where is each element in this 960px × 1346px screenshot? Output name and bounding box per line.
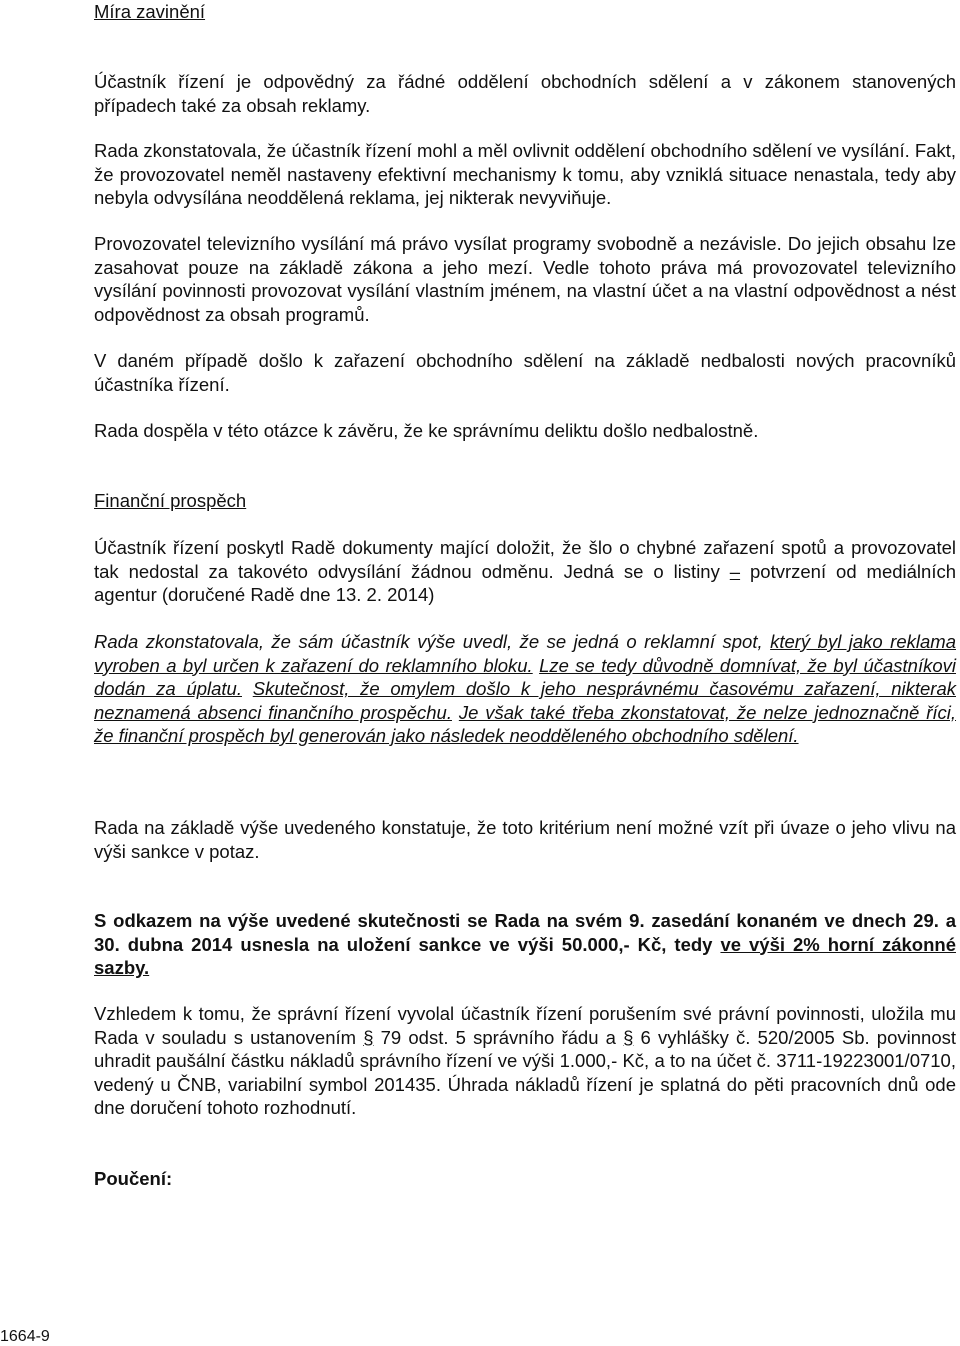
naklady-text-a: Vzhledem k tomu, že správní řízení vyvolal účastník řízení porušením své právní povinnosti, uložila mu Rada v souladu s ustanovením: [94, 1003, 956, 1048]
paragraph-rada-zkonstatovala-ovlivnit: Rada zkonstatovala, že účastník řízení mohl a měl ovlivnit oddělení obchodního sdělení ve vysílání. Fakt, že provozovatel neměl nastaveny efektivní mechanismy k tomu, aby vzniklá situace nenastala, tedy aby nebyla odvysílána neoddělená reklama, jej nikterak nevyviňuje.: [94, 140, 956, 208]
reklamni-spot-underlined-2: Lze se tedy důvodně domnívat, že byl účastníkovi dodán za úplatu.: [94, 654, 957, 699]
section-heading-mira-zavineni: Míra zavinění: [94, 1, 206, 22]
paragraph-nedbalost-pracovniku: V daném případě došlo k zařazení obchodního sdělení na základě nedbalosti nových pracovníků účastníka řízení.: [94, 350, 956, 395]
reklamni-spot-text-a: Rada zkonstatovala, že sám účastník výše uvedl, že se jedná o reklamní spot,: [94, 631, 771, 652]
paragraph-dokumenty-text-a: Účastník řízení poskytl Radě dokumenty mající doložit, že šlo o chybné zařazení spotů a provozovatel tak nedostal za takovéto odvysílání žádnou odměnu. Jedná se o listiny: [94, 537, 956, 582]
naklady-text-c: 6 vyhlášky č. 520/2005 Sb. povinnost uhradit paušální částku nákladů správního řízení ve výši 1.000,- Kč, a to na účet č. 3711-19223001/0710, vedený u ČNB, variabilní symbol 201435. Úhrada nákladů řízení je splatná do pěti pracovních dnů ode dne doručení tohoto rozhodnutí.: [94, 1026, 957, 1118]
page-code: 1664-9: [0, 1328, 50, 1345]
paragraph-kriterium: Rada na základě výše uvedeného konstatuje, že toto kritérium není možné vzít při úvaze o jeho vlivu na výši sankce v potaz.: [94, 817, 956, 862]
paragraph-zaver-nedbalost: Rada dospěla v této otázce k závěru, že ke správnímu deliktu došlo nedbalostně.: [94, 420, 759, 441]
reklamni-spot-underlined-4: Je však také třeba zkonstatovat, že nelze jednoznačně říci, že finanční prospěch byl generován jako následek neodděleného obchodního sdělení.: [94, 701, 956, 746]
paragraph-dokumenty-text-b: potvrzení od mediálních agentur (doručené Radě dne 13. 2. 2014): [94, 560, 956, 605]
section-symbol-2: §: [623, 1026, 634, 1048]
paragraph-naklady-rizeni: [94, 1002, 956, 1120]
pouceni-heading: Poučení:: [94, 1168, 173, 1189]
naklady-text-b: 79 odst. 5 správního řádu a: [373, 1026, 624, 1048]
dash-underlined: –: [729, 560, 741, 582]
paragraph-odpovednost: Účastník řízení je odpovědný za řádné oddělení obchodních sdělení a v zákonem stanovených případech také za obsah reklamy.: [94, 71, 956, 116]
paragraph-usneseni-sankce: [94, 909, 956, 980]
usneseni-underlined: ve výši 2% horní zákonné sazby.: [94, 933, 956, 978]
space: [452, 702, 459, 723]
paragraph-reklamni-spot: [94, 630, 956, 748]
reklamni-spot-underlined-1: který byl jako reklama vyroben a byl určen k zařazení do reklamního bloku.: [94, 631, 956, 676]
space: [242, 678, 253, 699]
paragraph-dokumenty: [94, 536, 956, 607]
reklamni-spot-underlined-3: Skutečnost, že omylem došlo k jeho nesprávnému časovému zařazení, nikterak neznamená absenci finančního prospěchu.: [94, 678, 956, 723]
paragraph-provozovatel-pravo: Provozovatel televizního vysílání má právo vysílat programy svobodně a nezávisle. Do jejich obsahu lze zasahovat pouze na základě zákona a jeho mezí. Vedle tohoto práva má provozovatel televizního vysílání povinnosti provozovat vysílání vlastním jménem, na vlastní účet a na vlastní odpovědnost a nést odpovědnost za obsah programů.: [94, 233, 956, 325]
section-symbol-1: §: [363, 1026, 374, 1048]
section-heading-financni-prospech: Finanční prospěch: [94, 490, 247, 511]
usneseni-text: S odkazem na výše uvedené skutečnosti se Rada na svém 9. zasedání konaném ve dnech 29. a 30. dubna 2014 usnesla na uložení sankce ve výši 50.000,- Kč, tedy: [94, 910, 956, 955]
